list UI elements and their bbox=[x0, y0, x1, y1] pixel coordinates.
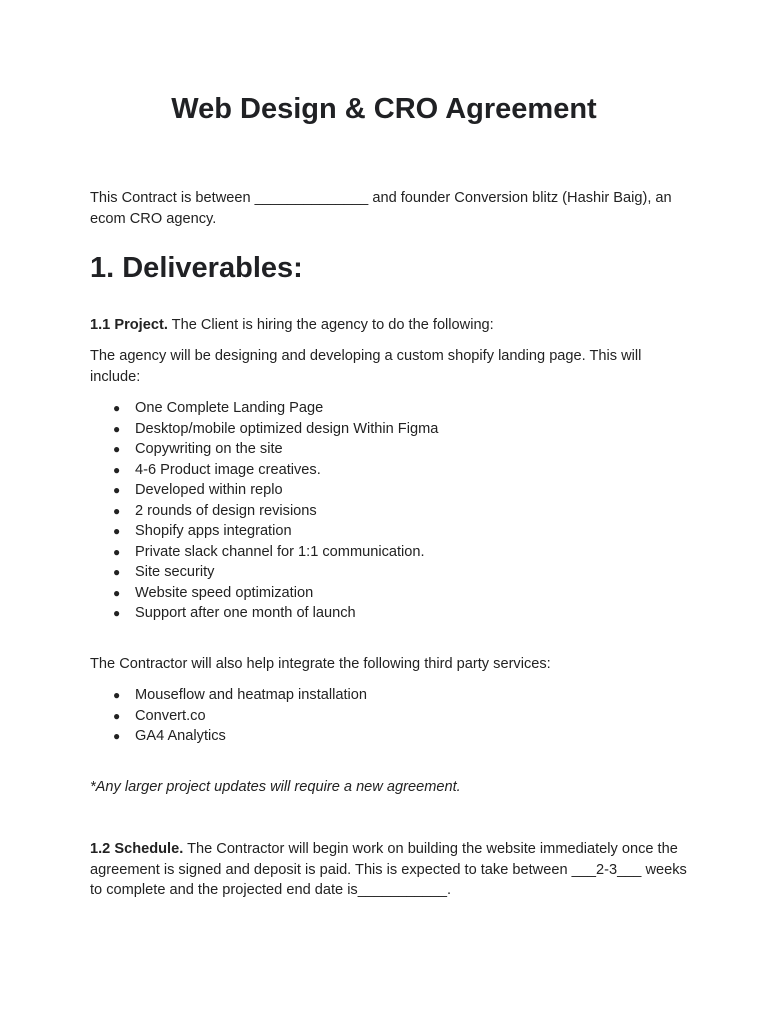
bullet-icon: ● bbox=[113, 585, 121, 600]
schedule-paragraph bbox=[90, 839, 690, 901]
bullet-icon: ● bbox=[113, 442, 121, 456]
bullet-icon: ● bbox=[113, 462, 121, 477]
document-title: Web Design & CRO Agreement bbox=[171, 93, 597, 125]
bullet-icon: ● bbox=[113, 421, 121, 436]
project-description: The agency will be designing and developing a custom shopify landing page. This will include: bbox=[90, 348, 642, 385]
bullet-icon: ● bbox=[113, 524, 121, 538]
project-paragraph bbox=[90, 315, 690, 336]
intro-paragraph: This Contract is between ______________ and founder Conversion blitz (Hashir Baig), an ecom CRO agency. bbox=[90, 190, 672, 227]
bullet-icon: ● bbox=[113, 483, 121, 497]
agreement-note: *Any larger project updates will require a new agreement. bbox=[90, 779, 461, 795]
bullet-icon: ● bbox=[113, 503, 121, 518]
project-label: 1.1 Project. bbox=[90, 317, 168, 333]
list-item: ● Private slack channel for 1:1 communication. bbox=[90, 542, 690, 563]
bullet-icon: ● bbox=[113, 606, 121, 620]
bullet-icon: ● bbox=[113, 708, 121, 723]
list-item: ● Developed within replo bbox=[90, 480, 690, 501]
schedule-label: 1.2 Schedule. bbox=[90, 841, 184, 857]
deliverables-list bbox=[90, 398, 690, 624]
document-body bbox=[90, 188, 690, 898]
list-item: ● 4-6 Product image creatives. bbox=[90, 460, 690, 481]
list-item: ● Website speed optimization bbox=[90, 583, 690, 604]
section-heading-deliverables: 1. Deliverables: bbox=[90, 252, 303, 284]
list-item: ● One Complete Landing Page bbox=[90, 398, 690, 419]
project-text: The Client is hiring the agency to do the following: bbox=[167, 317, 494, 333]
list-item: ● Convert.co bbox=[90, 706, 690, 727]
list-item: ● Copywriting on the site bbox=[90, 439, 690, 460]
list-item: ● Shopify apps integration bbox=[90, 521, 690, 542]
list-item: ● 2 rounds of design revisions bbox=[90, 501, 690, 522]
schedule-text: The Contractor will begin work on building the website immediately once the agreement is signed and deposit is paid. This is expected to take between ___2-3___ weeks to complete and the projected end date is___________. bbox=[90, 841, 687, 898]
services-list bbox=[90, 685, 690, 747]
list-item: ● Site security bbox=[90, 562, 690, 583]
list-item: ● GA4 Analytics bbox=[90, 726, 690, 747]
contractor-paragraph: The Contractor will also help integrate the following third party services: bbox=[90, 656, 551, 672]
bullet-icon: ● bbox=[113, 565, 121, 579]
list-item: ● Desktop/mobile optimized design Within Figma bbox=[90, 419, 690, 440]
list-item: ● Mouseflow and heatmap installation bbox=[90, 685, 690, 706]
bullet-icon: ● bbox=[113, 401, 121, 415]
bullet-icon: ● bbox=[113, 544, 121, 559]
bullet-icon: ● bbox=[113, 729, 121, 743]
bullet-icon: ● bbox=[113, 688, 121, 702]
list-item: ● Support after one month of launch bbox=[90, 603, 690, 624]
